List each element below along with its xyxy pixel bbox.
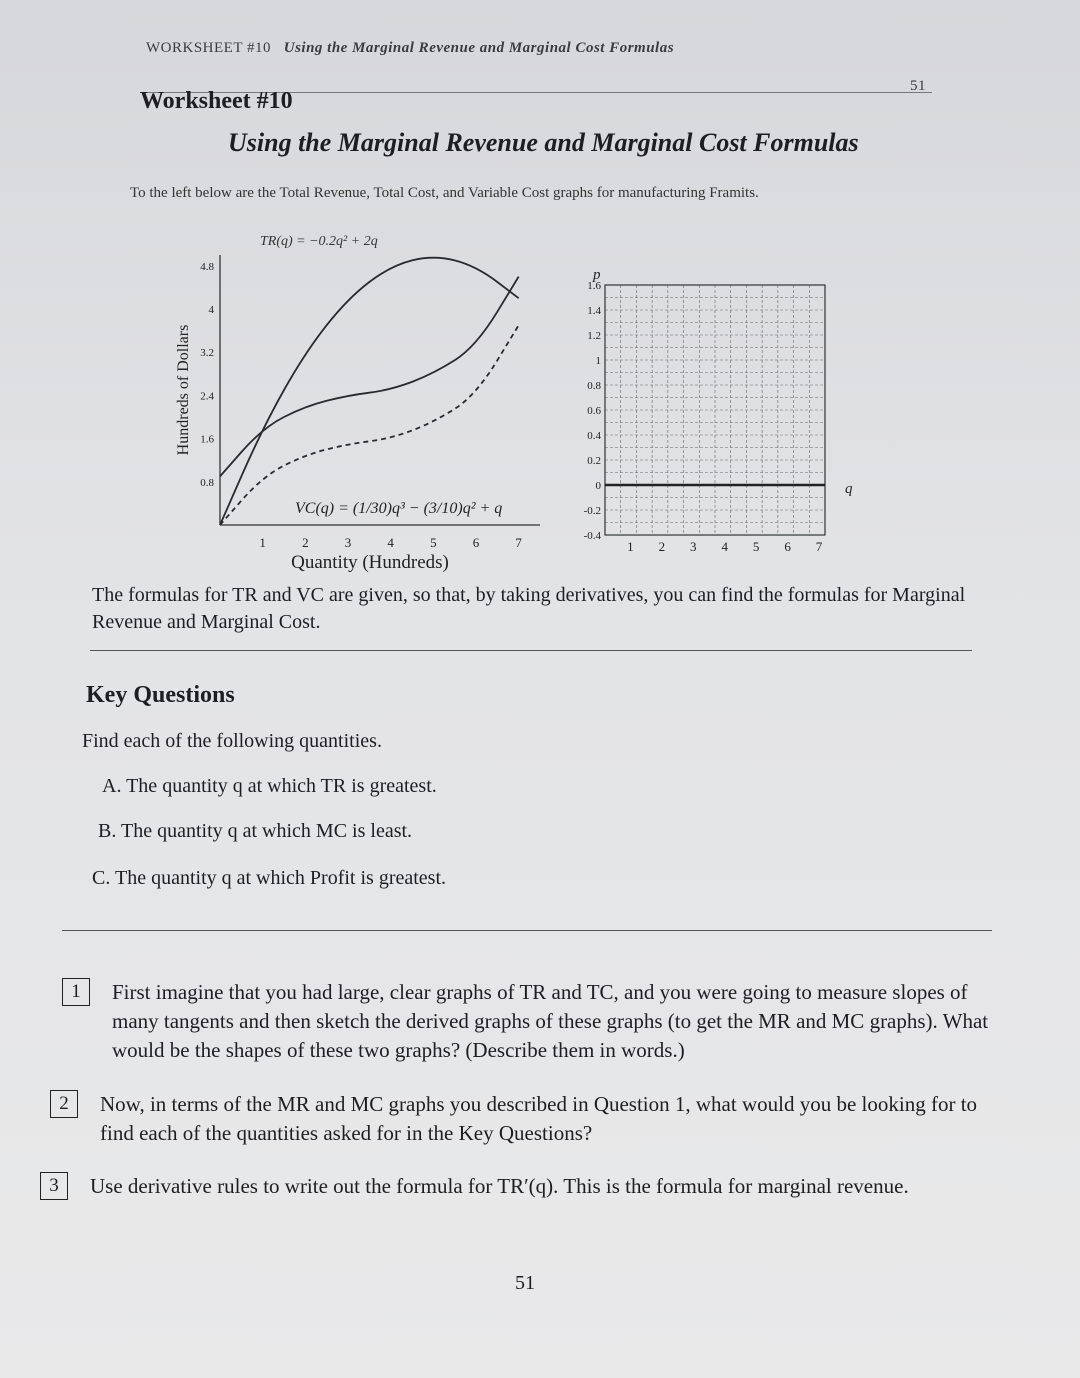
key-question-c [92, 867, 446, 890]
key-question-letter: C. [92, 867, 111, 889]
cost-revenue-chart [170, 225, 560, 585]
key-question-letter: A. [102, 775, 122, 797]
x-tick-label: 5 [752, 539, 760, 554]
key-questions-lead: Find each of the following quantities. [82, 730, 382, 752]
x-tick-label: 7 [815, 539, 823, 554]
question-number-box: 3 [40, 1172, 68, 1200]
key-question-text: The quantity q at which TR is greatest. [126, 775, 437, 797]
y-tick-label: 0.2 [587, 455, 601, 467]
y-tick-label: 0.8 [587, 380, 601, 392]
y-tick-label: 1 [595, 355, 601, 367]
divider-1 [90, 650, 972, 651]
y-tick-label: 0 [595, 480, 601, 492]
key-question-text: The quantity q at which MC is least. [120, 820, 413, 842]
key-question-letter: B. [98, 820, 117, 842]
x-axis-title: q [845, 481, 853, 497]
running-header [146, 40, 674, 57]
y-tick-label: 1.2 [587, 330, 601, 342]
y-tick-label: 4 [208, 304, 214, 316]
key-question-text: The quantity q at which Profit is greatest. [114, 867, 447, 889]
y-axis-title: p [593, 267, 601, 283]
x-tick-label: 1 [259, 535, 266, 550]
y-tick-label: 1.6 [587, 280, 601, 292]
x-tick-label: 7 [515, 535, 522, 550]
running-label: WORKSHEET #10 [146, 40, 271, 56]
question-number-box: 2 [50, 1090, 78, 1118]
y-tick-label: 1.4 [587, 305, 601, 317]
y-tick-label: -0.4 [583, 530, 601, 542]
y-tick-label: -0.2 [583, 505, 601, 517]
graph-caption: The formulas for TR and VC are given, so that, by taking derivatives, you can find the formulas for Marginal Revenue and Marginal Cost. [92, 584, 966, 633]
x-tick-label: 3 [690, 539, 697, 554]
footer-page-number: 51 [515, 1272, 535, 1294]
series-tr-curve [220, 258, 519, 525]
x-tick-label: 3 [344, 535, 352, 550]
question-text: Now, in terms of the MR and MC graphs you described in Question 1, what would you be looking for to find each of the quantities asked for in the Key Questions? [100, 1092, 978, 1145]
blank-grid-chart [560, 255, 860, 575]
x-tick-label: 6 [472, 535, 480, 550]
series-tc-curve [220, 277, 519, 477]
y-tick-label: 0.4 [587, 430, 601, 442]
x-tick-label: 4 [721, 539, 728, 554]
y-tick-label: 0.8 [200, 476, 214, 489]
x-axis-title: Quantity (Hundreds) [291, 552, 449, 573]
question-text: First imagine that you had large, clear graphs of TR and TC, and you were going to measure slopes of many tangents and then sketch the derived graphs of these graphs (to get the MR and MC graphs). What would be the shapes of these two graphs? (Describe them in words.) [112, 980, 989, 1062]
y-tick-label: 3.2 [200, 347, 214, 360]
x-tick-label: 2 [658, 539, 666, 554]
header-page-number: 51 [910, 78, 926, 94]
worksheet-subtitle: Using the Marginal Revenue and Marginal Cost Formulas [228, 128, 859, 157]
y-tick-label: 0.6 [587, 405, 601, 417]
key-questions-heading: Key Questions [86, 682, 235, 708]
y-axis-title: Hundreds of Dollars [175, 324, 192, 456]
x-tick-label: 1 [627, 539, 634, 554]
intro-text: To the left below are the Total Revenue, Total Cost, and Variable Cost graphs for manufacturing Framits. [130, 185, 759, 201]
y-tick-label: 4.8 [200, 260, 214, 273]
key-question-b [98, 820, 412, 843]
running-title: Using the Marginal Revenue and Marginal Cost Formulas [283, 40, 675, 56]
y-tick-label: 1.6 [200, 433, 214, 446]
y-tick-label: 2.4 [200, 390, 214, 403]
x-tick-label: 6 [784, 539, 791, 554]
vc-formula: VC(q) = (1/30)q³ − (3/10)q² + q [295, 500, 503, 517]
question-text: Use derivative rules to write out the formula for TR′(q). This is the formula for marginal revenue. [90, 1174, 909, 1198]
question-number-box: 1 [62, 978, 90, 1006]
x-tick-label: 4 [387, 535, 394, 550]
worksheet-title: Worksheet #10 [140, 88, 293, 114]
key-question-a [102, 775, 437, 798]
x-tick-label: 5 [430, 535, 437, 550]
divider-2 [62, 930, 992, 931]
x-tick-label: 2 [302, 535, 309, 550]
tr-formula-label: TR(q) = −0.2q² + 2q [260, 234, 378, 249]
